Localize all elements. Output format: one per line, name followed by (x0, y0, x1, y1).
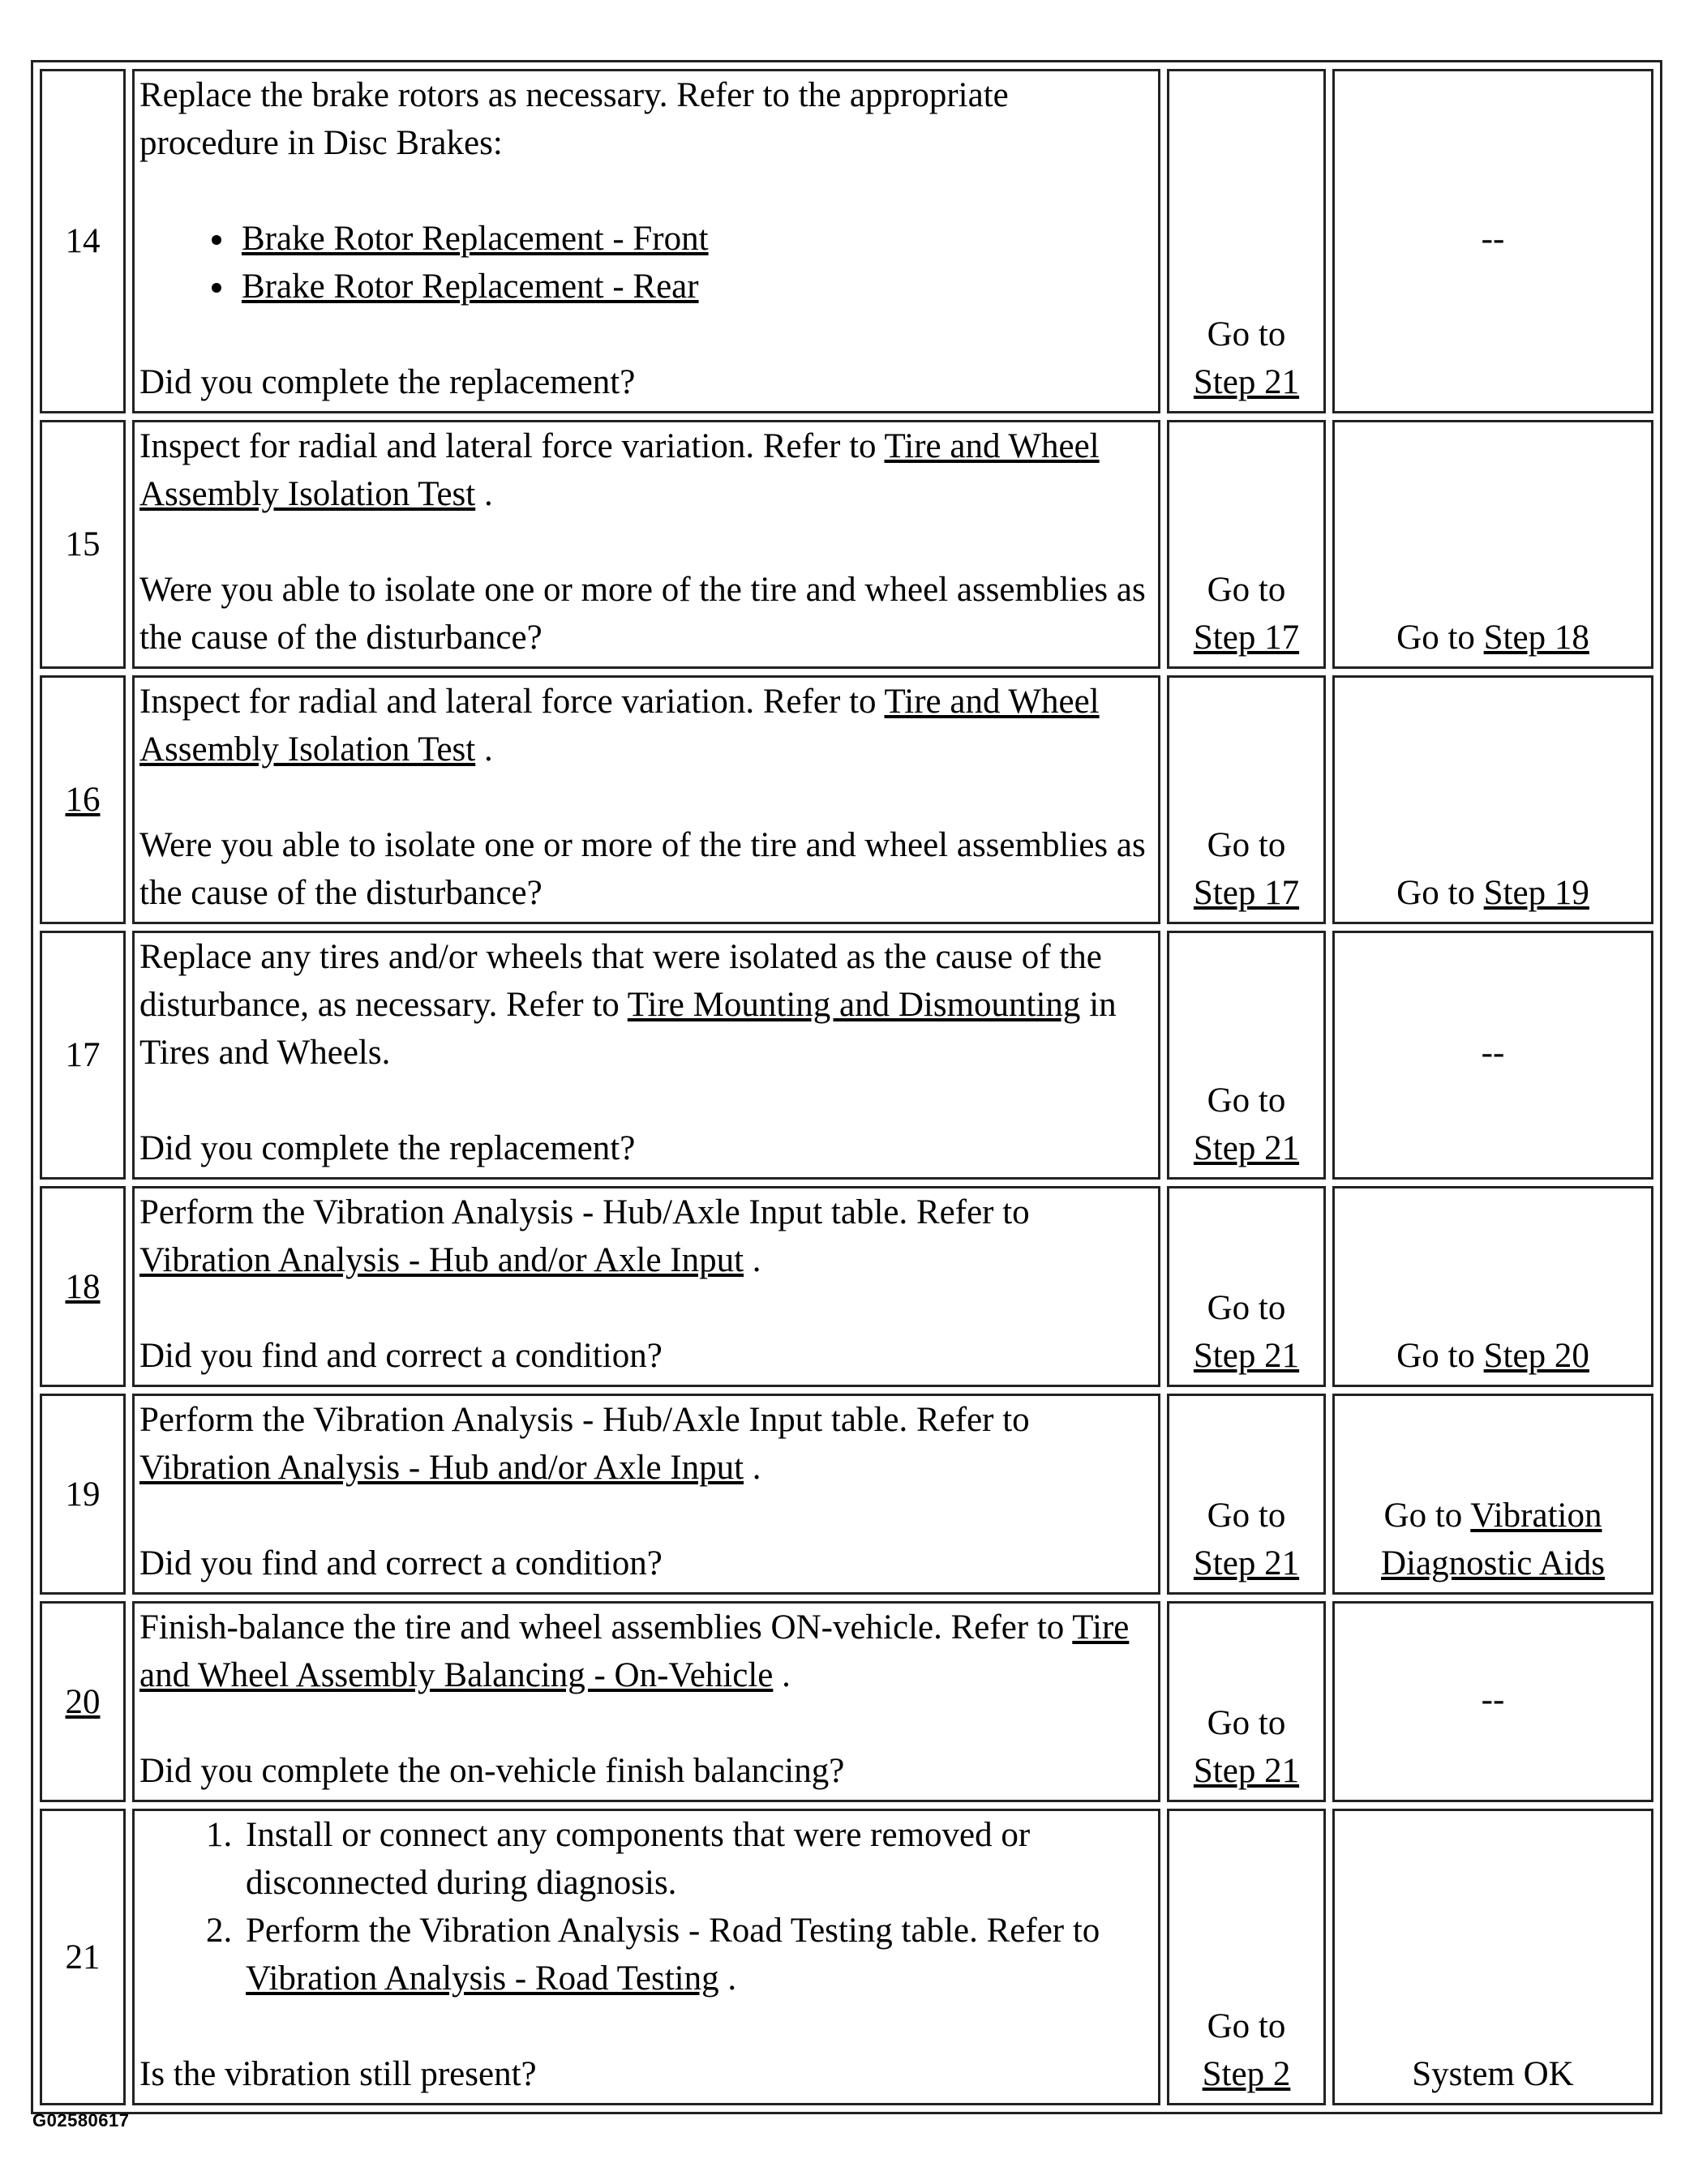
yes-step-link[interactable]: Step 17 (1193, 619, 1300, 657)
link-isolation-test[interactable]: Tire and Wheel Assembly Isolation Test (139, 427, 1100, 513)
no-cell: -- (1332, 69, 1653, 413)
step-number (40, 1601, 126, 1802)
numbered-list (139, 1811, 1153, 2002)
yes-step-link[interactable]: Step 17 (1193, 874, 1300, 912)
link-on-vehicle-balancing[interactable]: Tire and Wheel Assembly Balancing - On-Vehicle (139, 1608, 1130, 1694)
yes-cell (1167, 1809, 1326, 2105)
link-road-testing[interactable]: Vibration Analysis - Road Testing (246, 1959, 719, 1998)
no-cell: Go to Vibration Diagnostic Aids (1332, 1394, 1653, 1595)
no-cell: System OK (1332, 1809, 1653, 2105)
yes-cell (1167, 1601, 1326, 1802)
yes-cell (1167, 69, 1326, 413)
action-intro: Replace any tires and/or wheels that were isolated as the cause of the disturbance, as necessary. Refer to Tire Mounting and Dismounting in Tires and Wheels. (139, 938, 1117, 1072)
table-row (40, 420, 1653, 669)
no-step-link[interactable]: Step 19 (1483, 874, 1589, 912)
action-cell (132, 420, 1160, 669)
yes-step-link[interactable]: Step 2 (1202, 2055, 1291, 2093)
action-cell (132, 675, 1160, 924)
action-question: Did you find and correct a condition? (139, 1337, 663, 1375)
step-number-link[interactable]: 20 (65, 1682, 101, 1721)
yes-cell (1167, 420, 1326, 669)
link-hub-axle-input[interactable]: Vibration Analysis - Hub and/or Axle Input (139, 1449, 744, 1487)
yes-cell (1167, 675, 1326, 924)
link-hub-axle-input[interactable]: Vibration Analysis - Hub and/or Axle Input (139, 1241, 744, 1279)
action-question: Did you complete the on-vehicle finish balancing? (139, 1752, 845, 1790)
action-cell (132, 1186, 1160, 1387)
yes-prefix: Go to (1207, 1081, 1286, 1120)
action-intro: Inspect for radial and lateral force variation. Refer to Tire and Wheel Assembly Isolation Test . (139, 427, 1100, 513)
action-intro: Perform the Vibration Analysis - Hub/Axle Input table. Refer to Vibration Analysis - Hub and/or Axle Input . (139, 1401, 1030, 1487)
list-item: 2. Perform the Vibration Analysis - Road Testing table. Refer to Vibration Analysis - Road Testing . (241, 1907, 1153, 2002)
link-brake-rotor-rear[interactable]: Brake Rotor Replacement - Rear (242, 268, 699, 306)
yes-step-link[interactable]: Step 21 (1193, 1337, 1300, 1375)
action-intro: Inspect for radial and lateral force variation. Refer to Tire and Wheel Assembly Isolation Test . (139, 683, 1100, 769)
link-tire-mounting[interactable]: Tire Mounting and Dismounting (627, 986, 1081, 1024)
procedure-list (139, 215, 1153, 310)
table-row (40, 1601, 1653, 1802)
yes-cell (1167, 1394, 1326, 1595)
action-cell (132, 1394, 1160, 1595)
action-cell (132, 69, 1160, 413)
table-row (40, 675, 1653, 924)
yes-cell (1167, 1186, 1326, 1387)
step-number: 15 (40, 420, 126, 669)
figure-id: G02580617 (32, 2110, 130, 2130)
step-number (40, 675, 126, 924)
action-cell (132, 1809, 1160, 2105)
action-question: Did you complete the replacement? (139, 1129, 636, 1167)
yes-prefix: Go to (1207, 826, 1286, 864)
no-step-link[interactable]: Step 18 (1483, 619, 1589, 657)
yes-prefix: Go to (1207, 1289, 1286, 1327)
table-row (40, 69, 1653, 413)
step-number-link[interactable]: 18 (65, 1267, 101, 1306)
action-question: Did you find and correct a condition? (139, 1544, 663, 1582)
no-step-link[interactable]: Step 20 (1483, 1337, 1589, 1375)
action-question: Were you able to isolate one or more of the tire and wheel assemblies as the cause of the disturbance? (139, 826, 1146, 912)
yes-step-link[interactable]: Step 21 (1193, 363, 1300, 401)
action-cell (132, 1601, 1160, 1802)
yes-prefix: Go to (1207, 315, 1286, 353)
step-number: 19 (40, 1394, 126, 1595)
no-cell: Go to Step 18 (1332, 420, 1653, 669)
action-intro: Finish-balance the tire and wheel assemblies ON-vehicle. Refer to Tire and Wheel Assembly Balancing - On-Vehicle . (139, 1608, 1130, 1694)
no-vibration-aids-link[interactable]: Vibration Diagnostic Aids (1381, 1497, 1605, 1582)
action-intro: Perform the Vibration Analysis - Hub/Axle Input table. Refer to Vibration Analysis - Hub and/or Axle Input . (139, 1193, 1030, 1279)
diagnostic-table (31, 60, 1662, 2114)
action-intro: Replace the brake rotors as necessary. Refer to the appropriate procedure in Disc Brakes: (139, 76, 1009, 162)
step-number-link[interactable]: 16 (65, 781, 101, 819)
yes-step-link[interactable]: Step 21 (1193, 1544, 1300, 1582)
no-cell: -- (1332, 931, 1653, 1180)
step-number: 17 (40, 931, 126, 1180)
no-cell: Go to Step 20 (1332, 1186, 1653, 1387)
action-question: Were you able to isolate one or more of the tire and wheel assemblies as the cause of the disturbance? (139, 571, 1146, 657)
step-number: 21 (40, 1809, 126, 2105)
yes-step-link[interactable]: Step 21 (1193, 1752, 1300, 1790)
yes-prefix: Go to (1207, 1704, 1286, 1742)
step-number: 14 (40, 69, 126, 413)
table-row (40, 1186, 1653, 1387)
yes-prefix: Go to (1207, 2007, 1286, 2045)
table-row (40, 1394, 1653, 1595)
link-isolation-test[interactable]: Tire and Wheel Assembly Isolation Test (139, 683, 1100, 769)
table-row (40, 931, 1653, 1180)
action-question: Did you complete the replacement? (139, 363, 636, 401)
list-item (237, 263, 1153, 310)
yes-prefix: Go to (1207, 571, 1286, 609)
yes-cell (1167, 931, 1326, 1180)
link-brake-rotor-front[interactable]: Brake Rotor Replacement - Front (242, 220, 709, 258)
table-row (40, 1809, 1653, 2105)
yes-step-link[interactable]: Step 21 (1193, 1129, 1300, 1167)
list-item: 1. Install or connect any components that were removed or disconnected during diagnosis. (241, 1811, 1153, 1907)
step-number (40, 1186, 126, 1387)
list-item (237, 215, 1153, 263)
no-cell: -- (1332, 1601, 1653, 1802)
action-question: Is the vibration still present? (139, 2055, 537, 2093)
yes-prefix: Go to (1207, 1497, 1286, 1535)
action-cell (132, 931, 1160, 1180)
no-cell: Go to Step 19 (1332, 675, 1653, 924)
